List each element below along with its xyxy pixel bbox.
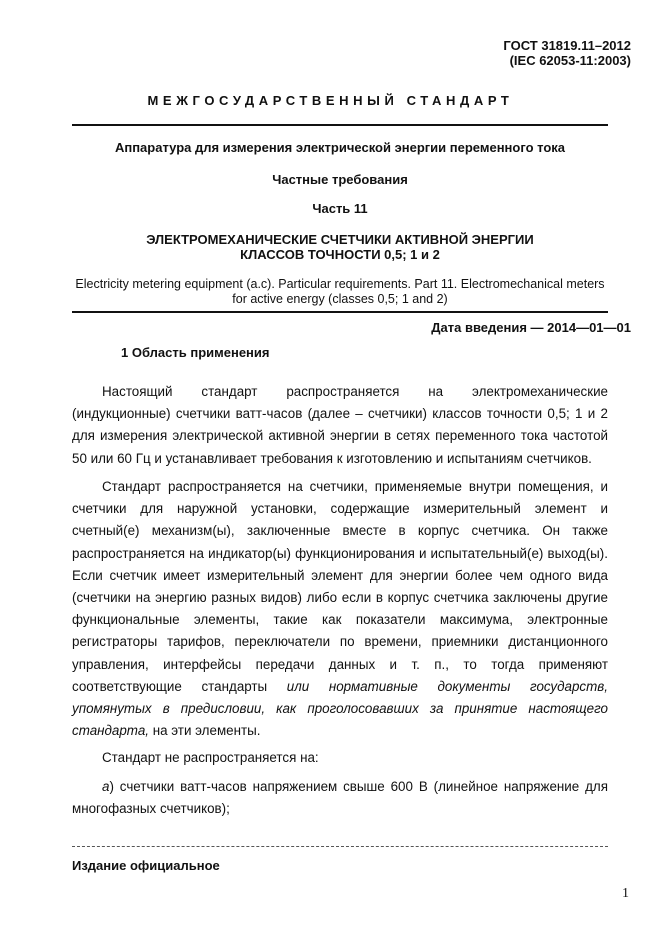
paragraph-exclusions-text: Стандарт не распространяется на: [102,750,319,765]
standard-number: ГОСТ 31819.11–2012 [503,38,631,53]
official-edition-label: Издание официальное [72,858,220,873]
paragraph-applicability [72,476,608,742]
paragraph-scope [72,381,608,470]
list-item-a-text: ) счетчики ватт-часов напряжением свыше 600 В (линейное напряжение для многофазных счетчиков); [72,779,608,817]
paragraph-applicability-text: Стандарт распространяется на счетчики, применяемые внутри помещения, и счетчики для наружной установки, содержащие измерительный элемент и счетный(е) механизм(ы), заключенные вместе в корпус счетчика. Он также распространяется на индикатор(ы) функционирования и испытательный(е) выход(ы). Если счетчик имеет измерительный элемент для энергии более чем одного вида (счетчики на энергию разных видов) либо если в корпус счетчика заключены другие функциональные элементы, такие как показатели максимума, электронные регистраторы тарифов, переключатели по времени, приемники дистанционного управления, интерфейсы передачи данных и т. п., то тогда применяют соответствующие стандарты [72,479,608,694]
title-main [60,232,620,262]
paragraph-applicability-end: на эти элементы. [148,723,261,739]
footnote-divider [72,846,608,847]
title-line-2: Частные требования [272,172,408,187]
section-heading: 1 Область применения [121,345,270,360]
paragraph-applicability-italic: или нормативные документы государств, упомянутых в предисловии, как проголосовавших за принятие настоящего стандарта, [72,678,608,739]
title-main-line-a: ЭЛЕКТРОМЕХАНИЧЕСКИЕ СЧЕТЧИКИ АКТИВНОЙ ЭНЕРГИИ [146,232,534,247]
title-main-line-b: КЛАССОВ ТОЧНОСТИ 0,5; 1 и 2 [240,247,440,262]
list-item-a-marker: а [102,779,110,794]
title-line-3: Часть 11 [312,201,368,216]
interstate-standard-heading: МЕЖГОСУДАРСТВЕННЫЙ СТАНДАРТ [147,93,514,108]
list-item-a [72,776,608,820]
english-title-line-a: Electricity metering equipment (a.c). Particular requirements. Part 11. Electromechanical meters [75,277,605,291]
bottom-title-divider [72,311,608,313]
introduction-date: Дата введения — 2014—01—01 [431,320,631,335]
english-title [60,277,620,307]
paragraph-exclusions [72,747,608,769]
top-divider [72,124,608,126]
page-number: 1 [622,886,629,901]
title-line-1: Аппаратура для измерения электрической энергии переменного тока [114,140,566,155]
paragraph-scope-text: Настоящий стандарт распространяется на электромеханические (индукционные) счетчики ватт-часов (далее – счетчики) классов точности 0,5; 1 и 2 для измерения электрической активной энергии в сетях переменного тока частотой 50 или 60 Гц и устанавливает требования к изготовлению и испытаниям счетчиков. [72,384,608,466]
standard-identifier [503,38,631,68]
english-title-line-b: for active energy (classes 0,5; 1 and 2) [232,292,448,306]
iec-number: (IEC 62053-11:2003) [509,53,631,68]
